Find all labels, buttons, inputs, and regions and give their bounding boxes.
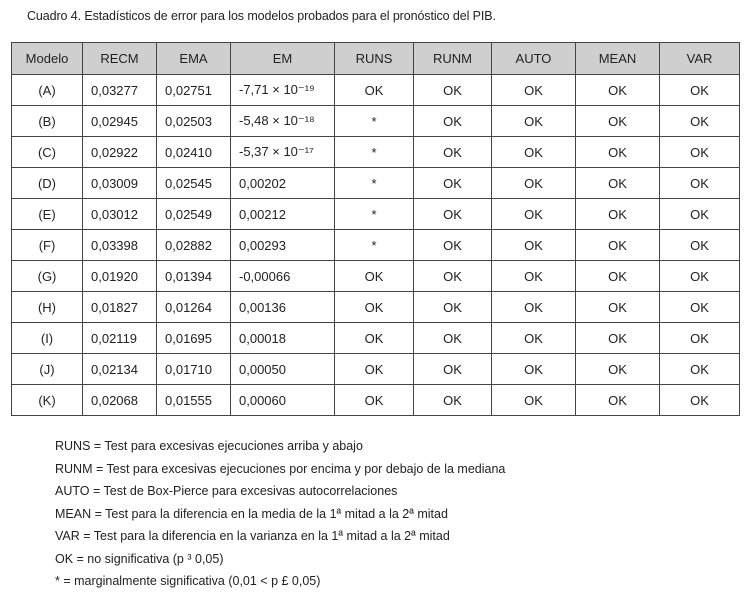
cell-ema: 0,02503 <box>157 106 231 137</box>
cell-ema: 0,02751 <box>157 75 231 106</box>
header-em: EM <box>231 43 335 75</box>
legend-ok: OK = no significativa (p ³ 0,05) <box>55 551 224 566</box>
cell-recm: 0,03277 <box>83 75 157 106</box>
cell-modelo: (D) <box>12 168 83 199</box>
cell-auto: OK <box>492 323 576 354</box>
cell-ema: 0,01555 <box>157 385 231 416</box>
cell-modelo: (A) <box>12 75 83 106</box>
cell-modelo: (B) <box>12 106 83 137</box>
cell-recm: 0,02945 <box>83 106 157 137</box>
cell-em: 0,00018 <box>231 323 335 354</box>
cell-em: 0,00293 <box>231 230 335 261</box>
cell-ema: 0,02549 <box>157 199 231 230</box>
cell-runs: OK <box>335 261 414 292</box>
header-mean: MEAN <box>576 43 660 75</box>
cell-mean: OK <box>576 292 660 323</box>
cell-em: 0,00050 <box>231 354 335 385</box>
cell-auto: OK <box>492 199 576 230</box>
cell-var: OK <box>660 199 740 230</box>
cell-modelo: (I) <box>12 323 83 354</box>
cell-runs: * <box>335 199 414 230</box>
cell-ema: 0,02545 <box>157 168 231 199</box>
cell-recm: 0,03398 <box>83 230 157 261</box>
cell-em: 0,00136 <box>231 292 335 323</box>
cell-var: OK <box>660 292 740 323</box>
cell-var: OK <box>660 385 740 416</box>
cell-recm: 0,02068 <box>83 385 157 416</box>
cell-em: 0,00060 <box>231 385 335 416</box>
cell-var: OK <box>660 75 740 106</box>
cell-modelo: (H) <box>12 292 83 323</box>
cell-mean: OK <box>576 323 660 354</box>
cell-runs: * <box>335 137 414 168</box>
cell-auto: OK <box>492 385 576 416</box>
cell-runm: OK <box>414 168 492 199</box>
cell-runm: OK <box>414 261 492 292</box>
cell-em: 0,00212 <box>231 199 335 230</box>
cell-mean: OK <box>576 106 660 137</box>
cell-mean: OK <box>576 230 660 261</box>
table-row <box>12 75 740 106</box>
cell-runs: * <box>335 230 414 261</box>
cell-runm: OK <box>414 137 492 168</box>
cell-auto: OK <box>492 292 576 323</box>
cell-runm: OK <box>414 354 492 385</box>
cell-auto: OK <box>492 168 576 199</box>
header-var: VAR <box>660 43 740 75</box>
cell-modelo: (G) <box>12 261 83 292</box>
cell-ema: 0,01394 <box>157 261 231 292</box>
cell-modelo: (F) <box>12 230 83 261</box>
cell-auto: OK <box>492 106 576 137</box>
cell-mean: OK <box>576 168 660 199</box>
cell-em: -5,48 × 10⁻¹⁸ <box>231 106 335 137</box>
header-modelo: Modelo <box>12 43 83 75</box>
cell-runm: OK <box>414 385 492 416</box>
cell-var: OK <box>660 354 740 385</box>
cell-recm: 0,01827 <box>83 292 157 323</box>
cell-modelo: (C) <box>12 137 83 168</box>
table-row <box>12 106 740 137</box>
cell-em: -7,71 × 10⁻¹⁹ <box>231 75 335 106</box>
cell-runm: OK <box>414 230 492 261</box>
cell-runs: * <box>335 168 414 199</box>
cell-ema: 0,02882 <box>157 230 231 261</box>
cell-mean: OK <box>576 354 660 385</box>
cell-ema: 0,01710 <box>157 354 231 385</box>
header-runs: RUNS <box>335 43 414 75</box>
table-row <box>12 230 740 261</box>
cell-runm: OK <box>414 199 492 230</box>
legend-mean: MEAN = Test para la diferencia en la media de la 1ª mitad a la 2ª mitad <box>55 506 448 521</box>
cell-modelo: (E) <box>12 199 83 230</box>
cell-mean: OK <box>576 385 660 416</box>
cell-mean: OK <box>576 199 660 230</box>
cell-recm: 0,02922 <box>83 137 157 168</box>
error-statistics-table <box>11 42 740 416</box>
cell-runs: OK <box>335 292 414 323</box>
table-row <box>12 354 740 385</box>
cell-var: OK <box>660 323 740 354</box>
cell-runs: OK <box>335 385 414 416</box>
cell-runs: OK <box>335 323 414 354</box>
cell-ema: 0,01695 <box>157 323 231 354</box>
cell-var: OK <box>660 106 740 137</box>
cell-ema: 0,02410 <box>157 137 231 168</box>
cell-auto: OK <box>492 230 576 261</box>
cell-auto: OK <box>492 354 576 385</box>
cell-runm: OK <box>414 75 492 106</box>
cell-runm: OK <box>414 292 492 323</box>
cell-runs: * <box>335 106 414 137</box>
legend <box>55 435 505 593</box>
cell-recm: 0,02134 <box>83 354 157 385</box>
cell-modelo: (J) <box>12 354 83 385</box>
header-ema: EMA <box>157 43 231 75</box>
cell-recm: 0,03012 <box>83 199 157 230</box>
cell-auto: OK <box>492 137 576 168</box>
cell-runs: OK <box>335 75 414 106</box>
table-row <box>12 385 740 416</box>
cell-mean: OK <box>576 261 660 292</box>
table-row <box>12 323 740 354</box>
table-row <box>12 137 740 168</box>
table-body <box>12 75 740 416</box>
cell-auto: OK <box>492 75 576 106</box>
table-caption: Cuadro 4. Estadísticos de error para los modelos probados para el pronóstico del PIB. <box>27 9 496 23</box>
cell-recm: 0,02119 <box>83 323 157 354</box>
table-row <box>12 199 740 230</box>
legend-runs: RUNS = Test para excesivas ejecuciones arriba y abajo <box>55 439 363 453</box>
cell-runs: OK <box>335 354 414 385</box>
legend-asterisk: * = marginalmente significativa (0,01 < p £ 0,05) <box>55 574 321 588</box>
table-row <box>12 168 740 199</box>
header-recm: RECM <box>83 43 157 75</box>
cell-var: OK <box>660 230 740 261</box>
cell-runm: OK <box>414 106 492 137</box>
cell-ema: 0,01264 <box>157 292 231 323</box>
table-row <box>12 261 740 292</box>
cell-runm: OK <box>414 323 492 354</box>
cell-recm: 0,03009 <box>83 168 157 199</box>
legend-auto: AUTO = Test de Box-Pierce para excesivas autocorrelaciones <box>55 484 398 498</box>
cell-mean: OK <box>576 137 660 168</box>
cell-var: OK <box>660 137 740 168</box>
header-runm: RUNM <box>414 43 492 75</box>
cell-modelo: (K) <box>12 385 83 416</box>
cell-mean: OK <box>576 75 660 106</box>
cell-em: -5,37 × 10⁻¹⁷ <box>231 137 335 168</box>
cell-auto: OK <box>492 261 576 292</box>
cell-recm: 0,01920 <box>83 261 157 292</box>
table-header-row <box>12 43 740 75</box>
cell-var: OK <box>660 168 740 199</box>
cell-var: OK <box>660 261 740 292</box>
legend-runm: RUNM = Test para excesivas ejecuciones por encima y por debajo de la mediana <box>55 461 506 476</box>
table-row <box>12 292 740 323</box>
cell-em: 0,00202 <box>231 168 335 199</box>
cell-em: -0,00066 <box>231 261 335 292</box>
header-auto: AUTO <box>492 43 576 75</box>
legend-var: VAR = Test para la diferencia en la varianza en la 1ª mitad a la 2ª mitad <box>55 529 450 543</box>
